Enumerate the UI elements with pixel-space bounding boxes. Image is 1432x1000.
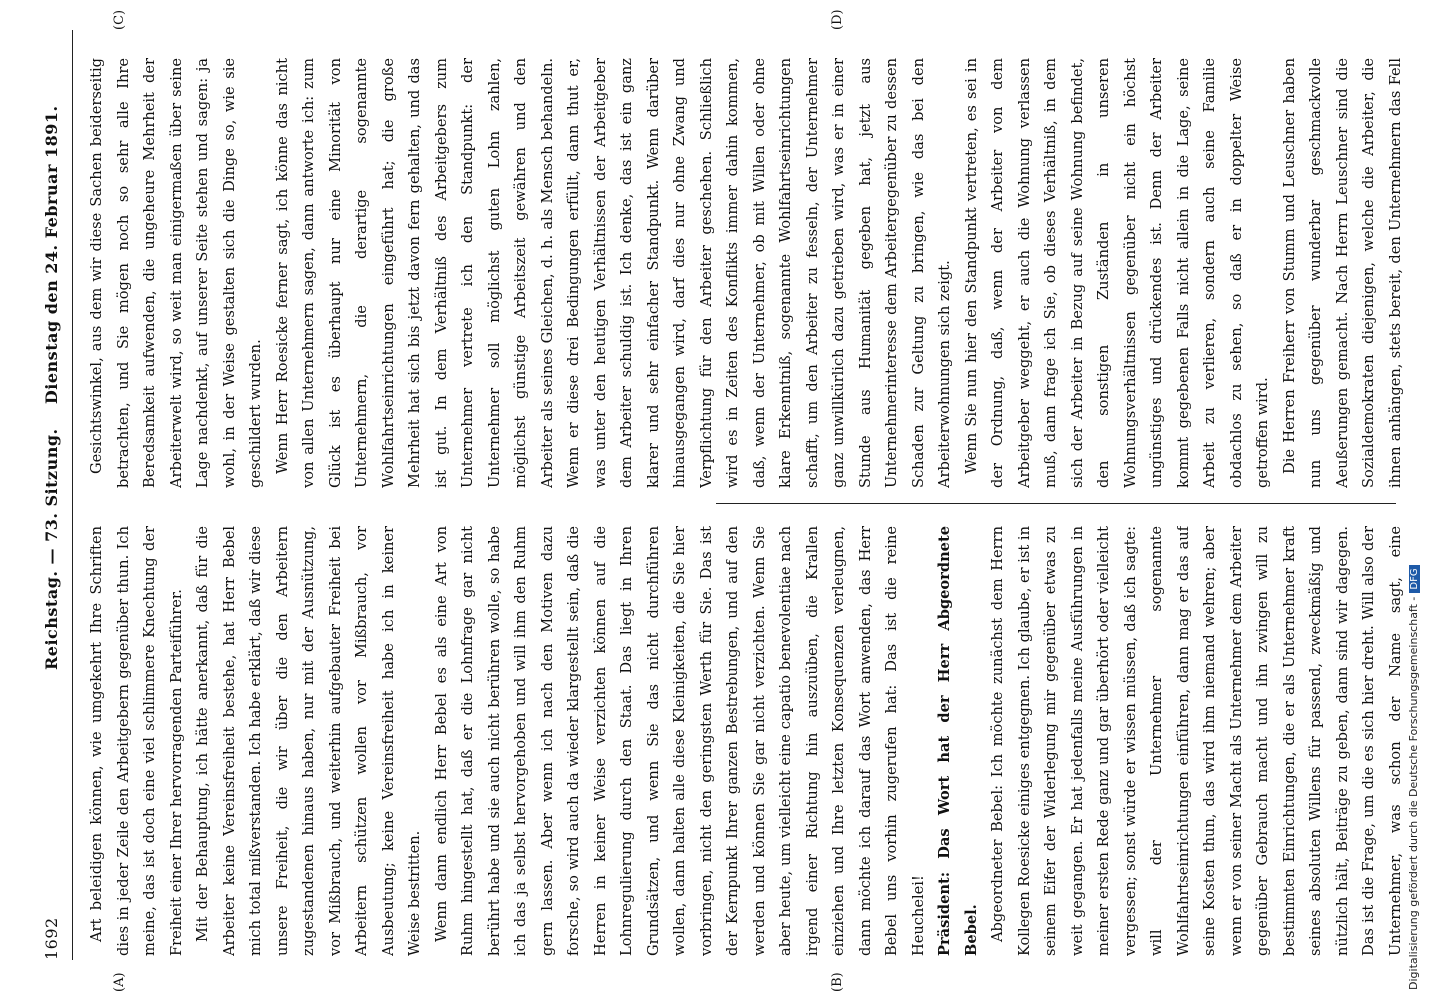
margin-mark-b: (B) xyxy=(830,972,845,992)
margin-mark-c: (C) xyxy=(112,9,127,30)
header-rule xyxy=(72,30,73,960)
paragraph: Wenn Sie nun hier den Standpunkt vertreten, es sei in der Ordnung, daß, wenn der Arbeiter von dem Arbeitgeber weggeht, er auch die Wohnung verlassen muß, dann frage ich Sie, ob dieses Verhältniß, in dem sich der Arbeiter in Bezug auf seine Wohnung befindet, den sonstigen Zuständen in unseren Wohnungsverhältnissen gegenüber nicht ein höchst ungünstiges und drückendes ist. Denn der Arbeiter kommt gegebenen Falls nicht allein in die Lage, seine Arbeit zu verlieren, sondern auch seine Familie obdachlos zu sehen, so daß er in doppelter Weise getroffen wird. xyxy=(962,58,1271,488)
page-header xyxy=(38,30,68,960)
column-divider xyxy=(716,503,1396,504)
paragraph: Mit der Behauptung, ich hätte anerkannt, daß für die Arbeiter keine Vereinsfreiheit bestehe, hat Herr Bebel mich total mißverstanden. Ich habe erklärt, daß wir diese unsere Freiheit, die wir über die den Arbeitern zugestandenen hinaus haben, nur mit der Ausnützung, vor Mißbrauch, und weiterhin aufgebauter Freiheit bei Arbeitern schützen wollen vor Mißbrauch, vor Ausbeutung; keine Vereinsfreiheit habe ich in keiner Weise bestritten. xyxy=(194,526,423,956)
page-number: 1692 xyxy=(42,917,61,960)
session-date: Dienstag den 24. Februar 1891. xyxy=(42,105,61,405)
paragraph: Gesichtswinkel, aus dem wir diese Sachen beiderseitig betrachten, und Sie mögen noch so sehr alle Ihre Beredsamkeit aufwenden, die ungeheure Mehrheit der Arbeiterwelt wird, so weit man einigermaßen über seine Lage nachdenkt, auf unserer Seite stehen und sagen: ja wohl, in der Weise gestalten sich die Dinge so, wie sie geschildert wurden. xyxy=(88,58,264,488)
credit-text: Digitalisierung gefördert durch die Deutsche Forschungsgemeinschaft - xyxy=(1407,596,1420,990)
session-label: Reichstag. — 73. Sitzung. xyxy=(42,428,61,670)
paragraph: Die Herren Freiherr von Stumm und Leuschner haben nun uns gegenüber wunderbar geschmackvolle Aeußerungen gemacht. Nach Herrn Leuschner sind die Sozialdemokraten diejenigen, welche die Arbeiter, die ihnen anhängen, stets bereit, den Unternehmern das Fell xyxy=(1280,58,1404,488)
margin-mark-a: (A) xyxy=(112,972,127,992)
paragraph: Wenn dann endlich Herr Bebel es als eine Art von Ruhm hingestellt hat, daß er die Lohnfrage gar nicht berührt habe und sie auch nicht berühren wolle, so habe ich das ja selbst hervorgehoben und will ihm den Ruhm gern lassen. Aber wenn ich nach den Motiven dazu forsche, so wird auch da wieder klargestellt sein, daß die Herren in keiner Weise verzichten können auf die Lohnregulierung durch den Staat. Das liegt in Ihren Grundsätzen, und wenn Sie das nicht durchführen wollen, dann halten alle diese Kleinigkeiten, die Sie hier vorbringen, nicht den geringsten Werth für Sie. Das ist der Kernpunkt Ihrer ganzen Bestrebungen, und auf den werden und können Sie gar nicht verzichten. Wenn Sie aber heute, um vielleicht eine capatio benevolentiae nach irgend einer Richtung hin auszuüben, die Krallen einziehen und Ihre letzten Konsequenzen verleugnen, dann möchte ich darauf das Wort anwenden, das Herr Bebel uns vorhin zugerufen hat: Das ist die reine Heuchelei! xyxy=(432,526,927,956)
dfg-logo: DFG xyxy=(1409,565,1420,592)
paragraph: Abgeordneter Bebel: Ich möchte zunächst dem Herrn Kollegen Roesicke einiges entgegnen. Ich glaube, er ist in seinem Eifer der Widerlegung mir gegenüber etwas zu weit gegangen. Er hat jedenfalls meine Ausführungen in meiner ersten Rede ganz und gar überhört oder vielleicht vergessen; sonst würde er wissen müssen, daß ich sagte: will der Unternehmer sogenannte Wohlfahrtseinrichtungen einführen, dann mag er das auf seine Kosten thun, das wird ihm niemand wehren; aber wenn er von seiner Macht als Unternehmer dem Arbeiter gegenüber Gebrauch macht und ihn zwingen will zu bestimmten Einrichtungen, die er als Unternehmer kraft seines absoluten Willens für passend, zweckmäßig und nützlich hält, Beiträge zu geben, dann sind wir dagegen. Das ist die Frage, um die es sich hier dreht. Will also der Unternehmer, was schon der Name sagt, eine xyxy=(989,526,1404,956)
session-title xyxy=(42,105,61,670)
president-line: Präsident: Das Wort hat der Herr Abgeordnete Bebel. xyxy=(936,526,980,956)
digitization-credit xyxy=(1407,10,1427,990)
column-left xyxy=(84,526,1414,956)
column-right xyxy=(84,58,1414,488)
paragraph: Wenn Herr Roesicke ferner sagt, ich könne das nicht von allen Unternehmern sagen, dann antworte ich: zum Glück ist es überhaupt nur eine Minorität von Unternehmern, die derartige sogenannte Wohlfahrtseinrichtungen eingeführt hat; die große Mehrheit hat sich bis jetzt davon fern gehalten, und das ist gut. In dem Verhältniß des Arbeitgebers zum Unternehmer vertrete ich den Standpunkt: der Unternehmer soll möglichst guten Lohn zahlen, möglichst günstige Arbeitszeit gewähren und den Arbeiter als seines Gleichen, d. h. als Mensch behandeln. Wenn er diese drei Bedingungen erfüllt, dann thut er, was unter den heutigen Verhältnissen der Arbeitgeber dem Arbeiter schuldig ist. Ich denke, das ist ein ganz klarer und sehr einfacher Standpunkt. Wenn darüber hinausgegangen wird, darf dies nur ohne Zwang und Verpflichtung für den Arbeiter geschehen. Schließlich wird es in Zeiten des Konflikts immer dahin kommen, daß, wenn der Unternehmer, ob mit Willen oder ohne klare Erkenntniß, sogenannte Wohlfahrtseinrichtungen schafft, um den Arbeiter zu fesseln, der Unternehmer ganz unwillkürlich dazu getrieben wird, was er in einer Stunde aus Humanität gegeben hat, jetzt aus Unternehmerinteresse dem Arbeitergegenüber zu dessen Schaden zur Geltung zu bringen, wie das bei den Arbeiterwohnungen sich zeigt. xyxy=(273,58,953,488)
margin-mark-d: (D) xyxy=(830,9,845,30)
paragraph: Art beleidigen können, wie umgekehrt Ihre Schriften dies in jeder Zeile den Arbeitgebern gegenüber thun. Ich meine, das ist doch eine viel schlimmere Knechtung der Freiheit einer Ihrer hervorragenden Parteiführer. xyxy=(88,526,185,956)
